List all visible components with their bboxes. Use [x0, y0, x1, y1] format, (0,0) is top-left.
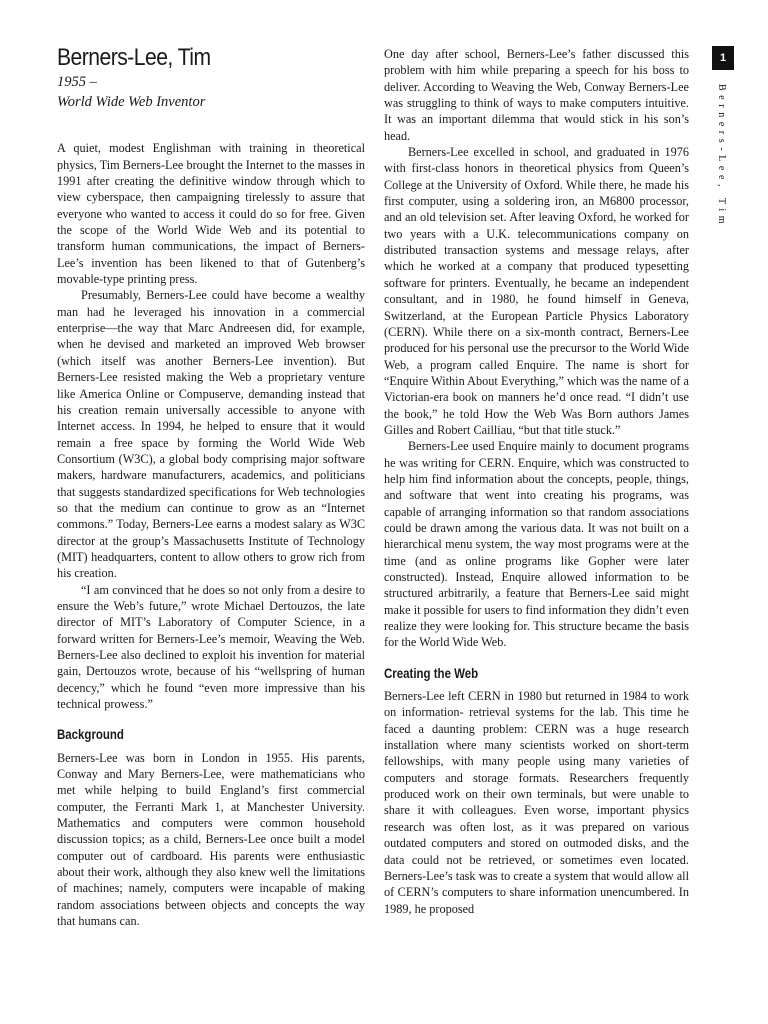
body-paragraph: Berners-Lee excelled in school, and graduated in 1976 with first-class honors in theoretical physics from Queen’s College at the University of Oxford. While there, he made his first computer, using a soldering iron, an M6800 processor, and an old television set. After leaving Oxford, he worked for two years with a U.K. telecommunications company on distributed transaction systems and message relays, after which he worked at a company that produced typesetting software for printers. Eventually, he became an independent consultant, and in 1980, he found himself in Geneva, Switzerland, at the European Particle Physics Laboratory (CERN). While there on a six-month contract, Berners-Lee produced for his personal use the precursor to the World Wide Web, a program called Enquire. The name is short for “Enquire Within About Everything,” which was the name of a Victorian-era book on manners he’d once read. “I didn’t use the book,” he told How the Web Was Born authors James Gilles and Robert Cailliau, “but that title stuck.” — [384, 145, 689, 437]
body-paragraph: One day after school, Berners-Lee’s father discussed this problem with him while preparing a speech for his boss to deliver. According to Weaving the Web, Conway Berners-Lee was struggling to think of ways to make computers intuitive. It was an important dilemma that would stick in his son’s head. — [384, 47, 689, 143]
body-paragraph: Berners-Lee was born in London in 1955. His parents, Conway and Mary Berners-Lee, were mathematicians who met while helping to build England’s first commercial computer, the Ferranti Mark 1, at Manchester University. Mathematics and computers were common household discussion topics; as a child, Berners-Lee once built a model computer out of cardboard. His parents were enthusiastic about their work, although they also knew well the limitations of machines; namely, computers were incapable of making random associations between objects and concepts the way that humans can. — [57, 750, 365, 929]
entry-role: World Wide Web Inventor — [57, 94, 206, 111]
entry-title: Berners-Lee, Tim — [57, 44, 211, 71]
section-heading-creating-the-web: Creating the Web — [384, 665, 479, 681]
section-heading-background: Background — [57, 727, 124, 743]
body-paragraph: Berners-Lee left CERN in 1980 but returned in 1984 to work on information- retrieval systems for the lab. This time he faced a daunting problem: CERN was a huge research installation where many scientists worked on short-term fellowships, with many people using many varieties of computers and storage formats. Researchers frequently produced work on their own terminals, but were unable to share it with colleagues. Even worse, important physics research was often lost, as it was prepared on various outdated computers and stored on outmoded disks, and the data could not be retrieved, or sometimes even located. Berners-Lee’s task was to create a system that would allow all of CERN’s computers to share information unencumbered. In 1989, he proposed — [384, 689, 689, 916]
body-paragraph: Berners-Lee used Enquire mainly to document programs he was writing for CERN. Enquire, which was constructed to help him find information about the concepts, people, things, and software that went into creating his programs, was capable of arranging information so that random associations could be drawn among the various data. It was not built on a hierarchical menu system, the way most programs were at the time (and as online programs like Gopher were later constructed). Instead, Enquire allowed information to be structured arbitrarily, a feature that Berners-Lee said might make it possible for users to find information they didn’t even realize they were looking for. This structure became the basis for the World Wide Web. — [384, 439, 689, 650]
body-paragraph: A quiet, modest Englishman with training in theoretical physics, Tim Berners-Lee brought the Internet to the masses in 1991 after creating the definitive window through which to view cyberspace, then campaigning tirelessly to assure that everyone who wanted to access it could do so for free. Given the scope of the World Wide Web and its potential to transform human communications, the impact of Berners-Lee’s invention has been likened to that of Gutenberg’s movable-type printing press. — [57, 141, 365, 287]
body-paragraph: “I am convinced that he does so not only from a desire to ensure the Web’s future,” wrote Michael Dertouzos, the late director of MIT’s Laboratory of Computer Science, in a forward written for Berners-Lee’s memoir, Weaving the Web. Berners-Lee also declined to exploit his invention for material gain, Dertouzos wrote, because of his “wellspring of human decency,” which he found “even more impressive than his technical prowess.” — [57, 582, 365, 712]
entry-years: 1955 – — [57, 74, 97, 91]
left-column — [57, 44, 365, 930]
page-number-tab: 1 — [712, 46, 734, 70]
running-head: Berners-Lee, Tim — [716, 84, 727, 229]
right-column — [384, 46, 689, 917]
body-paragraph: Presumably, Berners-Lee could have become a wealthy man had he leveraged his innovation in a commercial enterprise—the way that Marc Andreesen did, for example, when he devised and marketed an improved Web browser (which itself was another Berners-Lee invention). But Berners-Lee resisted making the Web a proprietary venture like America Online or Compuserve, demanding instead that his creation remain universally accessible to anyone with Internet access. In 1994, he helped to ensure that it would remain a free space by forming the World Wide Web Consortium (W3C), a global body comprising major software makers, hardware manufacturers, academics, and politicians that suggests standardized specifications for Web technologies so that the medium can continue to grow as an “Internet commons.” Today, Berners-Lee earns a modest salary as W3C director at the group’s Massachusetts Institute of Technology (MIT) headquarters, content to allow others to grow rich from his creation. — [57, 288, 365, 581]
title-spacer — [57, 112, 365, 140]
